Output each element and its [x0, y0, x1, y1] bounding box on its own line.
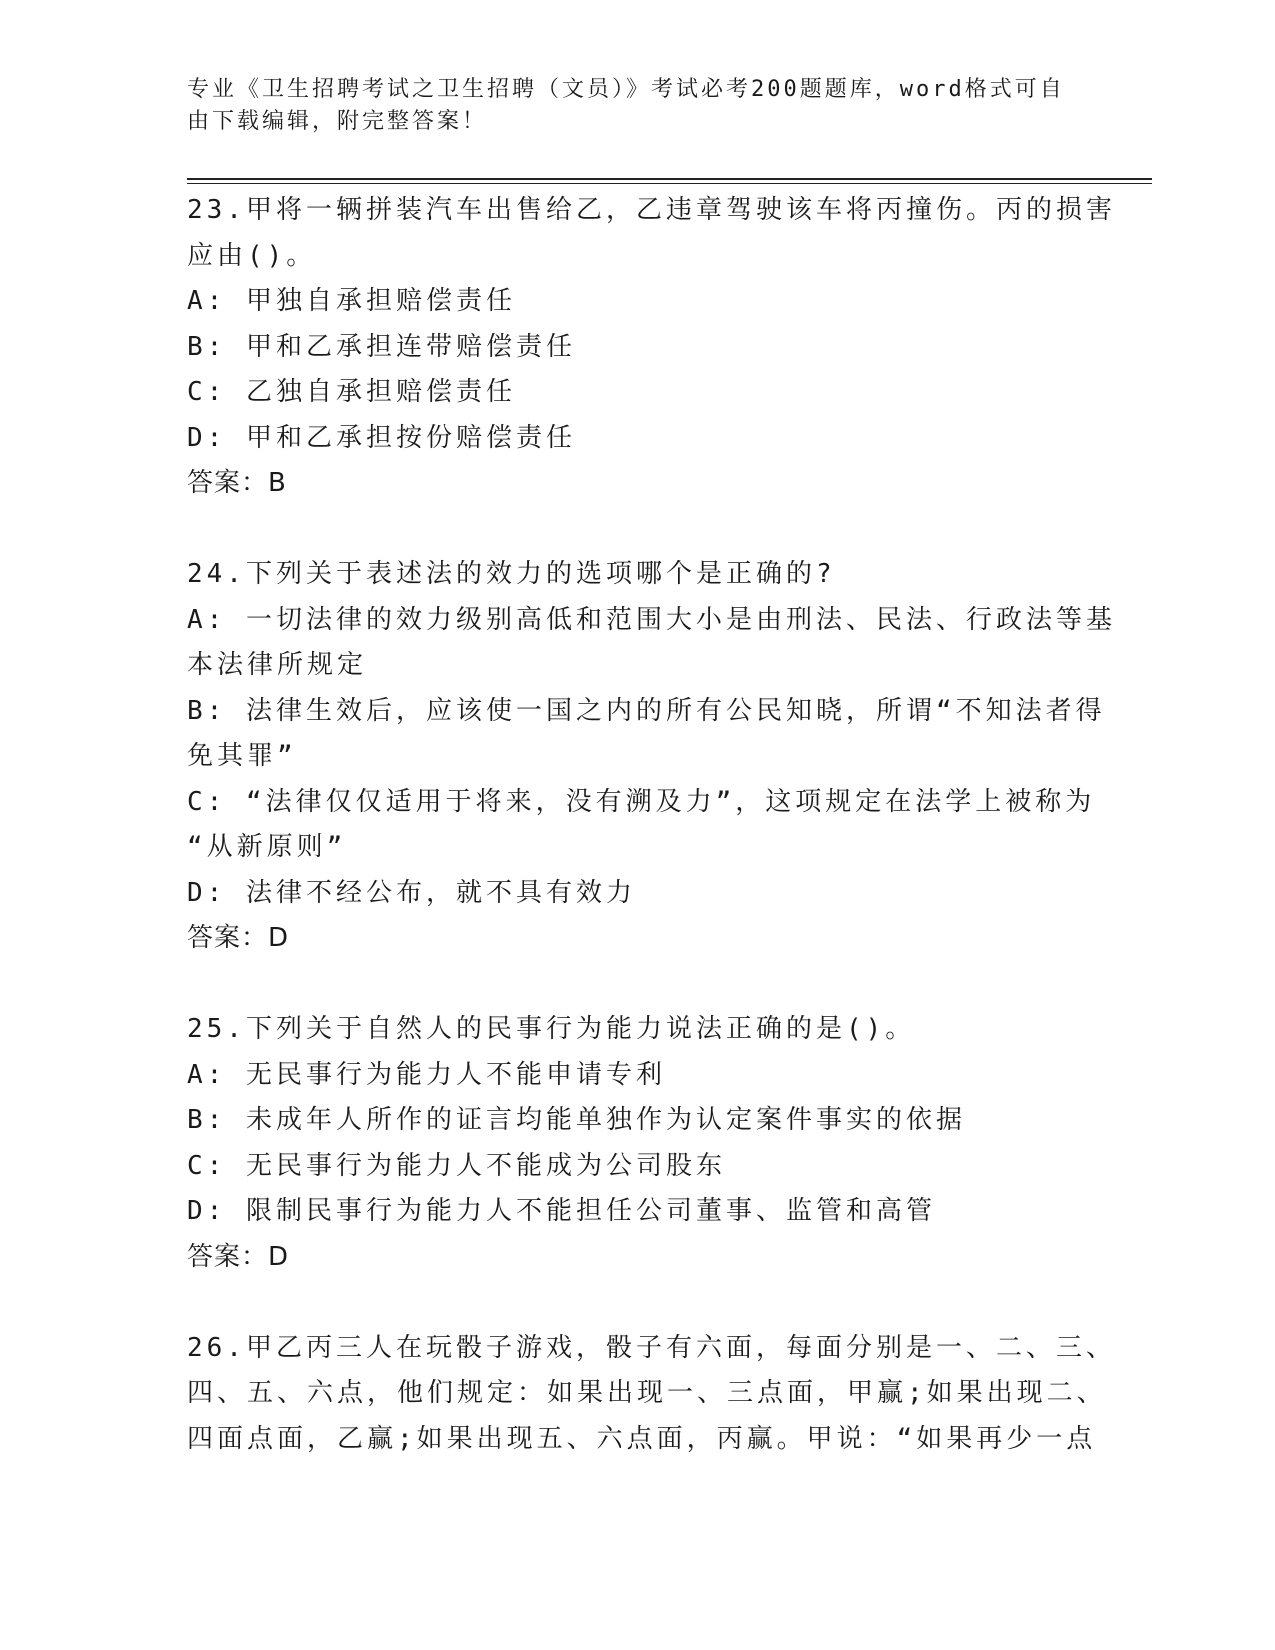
- question-spacer: [187, 1280, 1087, 1326]
- header-divider-thin: [187, 183, 1152, 184]
- question-stem-line: 四、五、六点，他们规定：如果出现一、三点面，甲赢;如果出现二、: [187, 1378, 1107, 1408]
- question-stem-line: 23.甲将一辆拼装汽车出售给乙，乙违章驾驶该车将丙撞伤。丙的损害: [187, 195, 1116, 225]
- answer-line: 答案：D: [187, 1241, 290, 1272]
- question-stem-line: 25.下列关于自然人的民事行为能力说法正确的是()。: [187, 1014, 916, 1044]
- answer-line: 答案：B: [187, 468, 287, 498]
- option-a: A: 一切法律的效力级别高低和范围大小是由刑法、民法、行政法等基: [187, 604, 1116, 635]
- option-b: B: 甲和乙承担连带赔偿责任: [187, 331, 576, 362]
- document-header: 专业《卫生招聘考试之卫生招聘（文员）》考试必考200题题库，word格式可自由下载编辑，附完整答案！: [187, 77, 1065, 134]
- option-d: D: 甲和乙承担按份赔偿责任: [187, 422, 576, 453]
- option-a: A: 甲独自承担赔偿责任: [187, 286, 516, 316]
- option-a: A: 无民事行为能力人不能申请专利: [187, 1059, 666, 1090]
- question-stem-line: 26.甲乙丙三人在玩骰子游戏，骰子有六面，每面分别是一、二、三、: [187, 1332, 1116, 1363]
- question-stem-line: 四面点面，乙赢;如果出现五、六点面，丙赢。甲说：“如果再少一点: [187, 1423, 1097, 1454]
- question-24: [187, 552, 1116, 962]
- option-a-continued: 本法律所规定: [187, 650, 368, 680]
- question-26: [187, 1326, 1116, 1463]
- option-d: D: 限制民事行为能力人不能担任公司董事、监管和高管: [187, 1196, 936, 1226]
- question-stem-line: 应由()。: [187, 240, 317, 271]
- option-b-continued: 免其罪”: [187, 741, 297, 771]
- option-c: C: 无民事行为能力人不能成为公司股东: [187, 1150, 726, 1181]
- option-c-continued: “从新原则”: [187, 832, 347, 862]
- option-c: C: 乙独自承担赔偿责任: [187, 377, 516, 407]
- option-c: C: “法律仅仅适用于将来，没有溯及力”，这项规定在法学上被称为: [187, 786, 1096, 817]
- answer-line: 答案：D: [187, 923, 290, 953]
- option-b: B: 未成年人所作的证言均能单独作为认定案件事实的依据: [187, 1105, 966, 1135]
- option-d: D: 法律不经公布，就不具有效力: [187, 877, 636, 908]
- question-25: [187, 1007, 1087, 1280]
- question-spacer: [187, 507, 1087, 553]
- question-stem-line: 24.下列关于表述法的效力的选项哪个是正确的?: [187, 559, 836, 589]
- question-list: [187, 188, 1116, 1462]
- question-23: [187, 188, 1116, 507]
- question-spacer: [187, 962, 1087, 1008]
- option-b: B: 法律生效后，应该使一国之内的所有公民知晓，所谓“不知法者得: [187, 695, 1106, 726]
- header-divider-thick: [187, 178, 1152, 180]
